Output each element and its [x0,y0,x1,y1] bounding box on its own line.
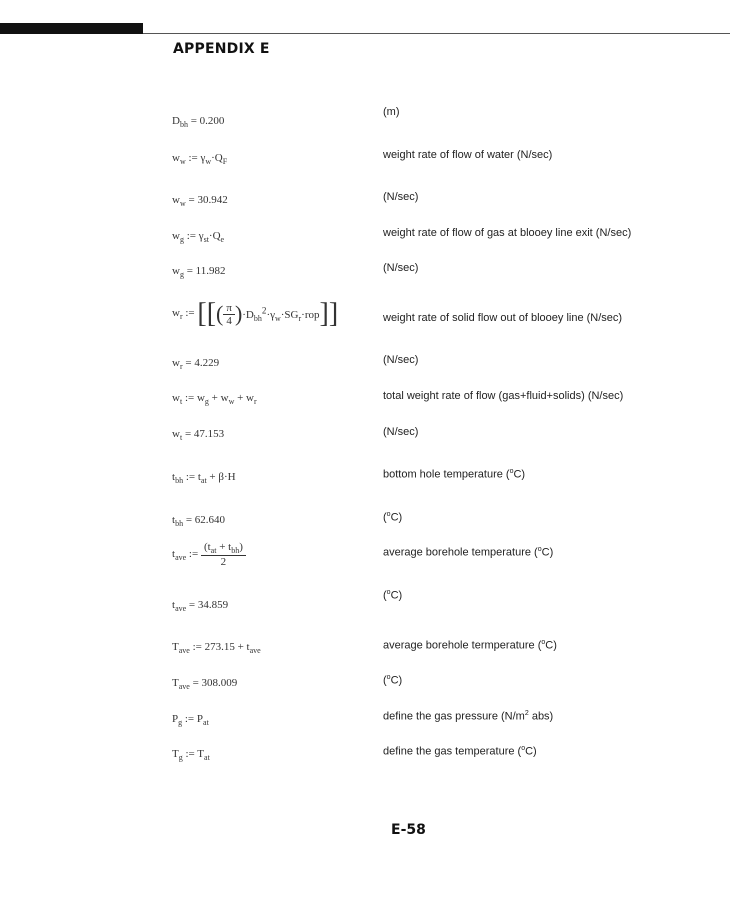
equation-11: $t_{ave}$ := $\frac{(t_{at} + t_{bh})}{2}$ [172,541,246,568]
description-13: average borehole termperature ($^o$C) [383,639,557,652]
equation-10: $t_{bh} = 62.640$ [172,514,226,529]
header-rule [143,33,730,34]
equation-8: $w_t = 47.153$ [172,428,225,443]
equation-2: $w_w = 30.942$ [172,194,228,209]
description-7: total weight rate of flow (gas+fluid+solids) (N/sec) [383,390,624,402]
description-3: weight rate of flow of gas at blooey line exit (N/sec) [383,227,632,239]
description-0: (m) [383,106,400,118]
page-number: E-58 [391,822,426,838]
description-4: (N/sec) [383,262,419,274]
description-10: ($^o$C) [383,511,403,524]
equation-16: $T_g$ := $T_{at}$ [172,748,210,763]
equation-1: $w_w$ := $\gamma_w\cdot Q_F$ [172,152,228,167]
equation-5: $w_r$ := [[( $\frac{\pi}{4}$ )$\cdot D_{bh}^2\cdot\gamma_w\cdot SG_r\cdot rop$]] [172,298,339,329]
description-15: define the gas pressure ($N/m^2$ abs) [383,710,554,723]
description-1: weight rate of flow of water (N/sec) [383,149,553,161]
description-5: weight rate of solid flow out of blooey line (N/sec) [383,312,623,324]
description-11: average borehole temperature ($^o$C) [383,546,554,559]
description-8: (N/sec) [383,426,419,438]
equation-14: $T_{ave} = 308.009$ [172,677,238,692]
description-12: ($^o$C) [383,589,403,602]
equation-4: $w_g = 11.982$ [172,265,226,280]
equation-7: $w_t$ := $w_g + w_w + w_r$ [172,392,257,407]
equation-12: $t_{ave} = 34.859$ [172,599,229,614]
equation-15: $P_g$ := $P_{at}$ [172,713,209,728]
equation-0: $D_{bh} = 0.200$ [172,115,225,130]
description-14: ($^o$C) [383,674,403,687]
description-9: bottom hole temperature ($^o$C) [383,468,526,481]
header-bar [0,23,143,34]
description-2: (N/sec) [383,191,419,203]
equation-13: $T_{ave}$ := $273.15 + t_{ave}$ [172,641,261,656]
equation-9: $t_{bh}$ := $t_{at} + \beta\cdot H$ [172,471,236,486]
equation-6: $w_r = 4.229$ [172,357,220,372]
equation-3: $w_g$ := $\gamma_{st}\cdot Q_e$ [172,230,225,245]
description-6: (N/sec) [383,354,419,366]
description-16: define the gas temperature ($^o$C) [383,745,537,758]
section-title: APPENDIX E [173,41,270,57]
